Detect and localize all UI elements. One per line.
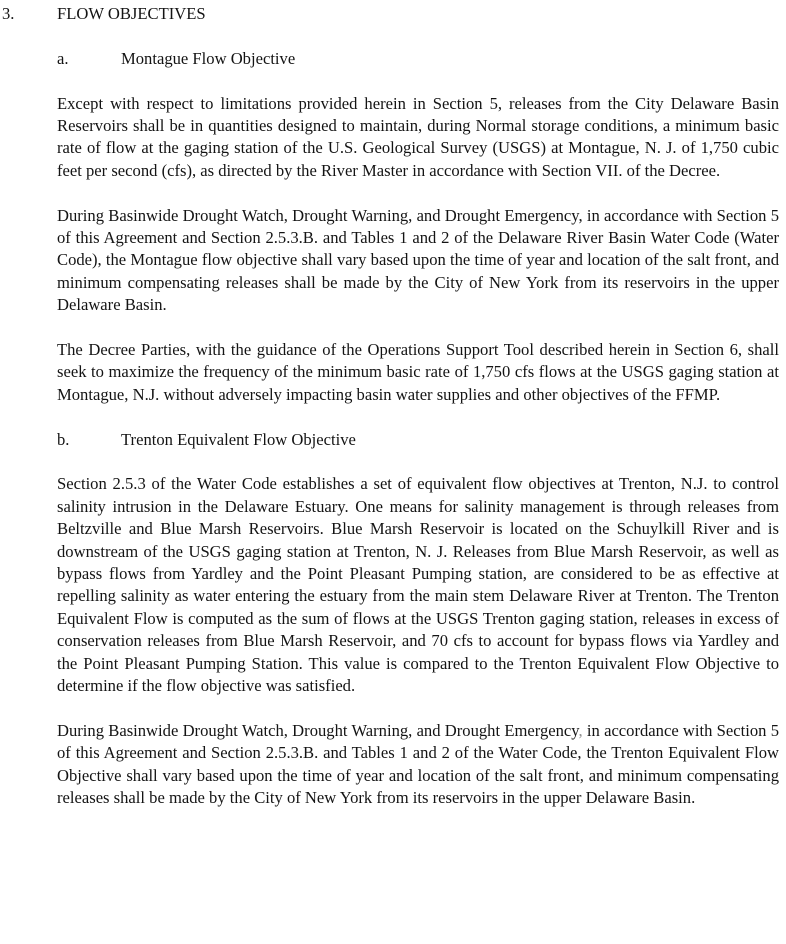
subsection-b-label: b. — [57, 429, 70, 449]
subsection-a-heading — [0, 48, 786, 70]
gray-comma-mark: , — [578, 720, 583, 740]
section-number: 3. — [2, 4, 15, 23]
paragraph-trenton-drought-text-after: in accordance with Section 5 of this Agreement and Section 2.5.3.B. and Tables 1 and 2 of the Water Code, the Trenton Equivalent Flow Objective shall vary based upon the time of year and location of the salt front, and minimum compensating releases shall be made by the City of New York from its reservoirs in the upper Delaware Basin. — [57, 720, 780, 808]
subsection-b-heading — [0, 429, 786, 451]
paragraph-trenton-drought — [57, 720, 779, 810]
paragraph-montague-normal-flow: Except with respect to limitations provided herein in Section 5, releases from the City Delaware Basin Reservoirs shall be in quantities designed to maintain, during Normal storage conditions, a minimum basic rate of flow at the gaging station of the U.S. Geological Survey (USGS) at Montague, N. J. of 1,750 cubic feet per second (cfs), as directed by the River Master in accordance with Section VII. of the Decree. — [57, 93, 779, 180]
section-heading — [0, 3, 786, 25]
subsection-a-title: Montague Flow Objective — [121, 48, 296, 68]
paragraph-trenton-equivalent-flow: Section 2.5.3 of the Water Code establishes a set of equivalent flow objectives at Trenton, N.J. to control salinity intrusion in the Delaware Estuary. One means for salinity management is through releases from Beltzville and Blue Marsh Reservoirs. Blue Marsh Reservoir is located on the Schuylkill River and is downstream of the USGS gaging station at Trenton, N. J. Releases from Blue Marsh Reservoir, as well as bypass flows from Yardley and the Point Pleasant Pumping station, are considered to be as effective at repelling salinity as water entering the estuary from the main stem Delaware River at Trenton. The Trenton Equivalent Flow is computed as the sum of flows at the USGS Trenton gaging station, releases in excess of conservation releases from Blue Marsh Reservoir, and 70 cfs to account for bypass flows via Yardley and the Point Pleasant Pumping Station. This value is compared to the Trenton Equivalent Flow Objective to determine if the flow objective was satisfied. — [57, 474, 779, 696]
subsection-a-label: a. — [57, 48, 69, 68]
section-title: FLOW OBJECTIVES — [57, 4, 206, 23]
paragraph-montague-drought: During Basinwide Drought Watch, Drought Warning, and Drought Emergency, in accordance with Section 5 of this Agreement and Section 2.5.3.B. and Tables 1 and 2 of the Delaware River Basin Water Code (Water Code), the Montague flow objective shall vary based upon the time of year and location of the salt front, and minimum compensating releases shall be made by the City of New York from its reservoirs in the upper Delaware Basin. — [57, 205, 779, 315]
paragraph-trenton-drought-text-before: During Basinwide Drought Watch, Drought Warning, and Drought Emergency — [57, 720, 579, 740]
subsection-b-title: Trenton Equivalent Flow Objective — [121, 429, 356, 449]
paragraph-montague-decree-parties: The Decree Parties, with the guidance of the Operations Support Tool described herein in Section 6, shall seek to maximize the frequency of the minimum basic rate of 1,750 cfs flows at the USGS gaging station at Montague, N.J. without adversely impacting basin water supplies and other objectives of the FFMP. — [57, 340, 779, 404]
